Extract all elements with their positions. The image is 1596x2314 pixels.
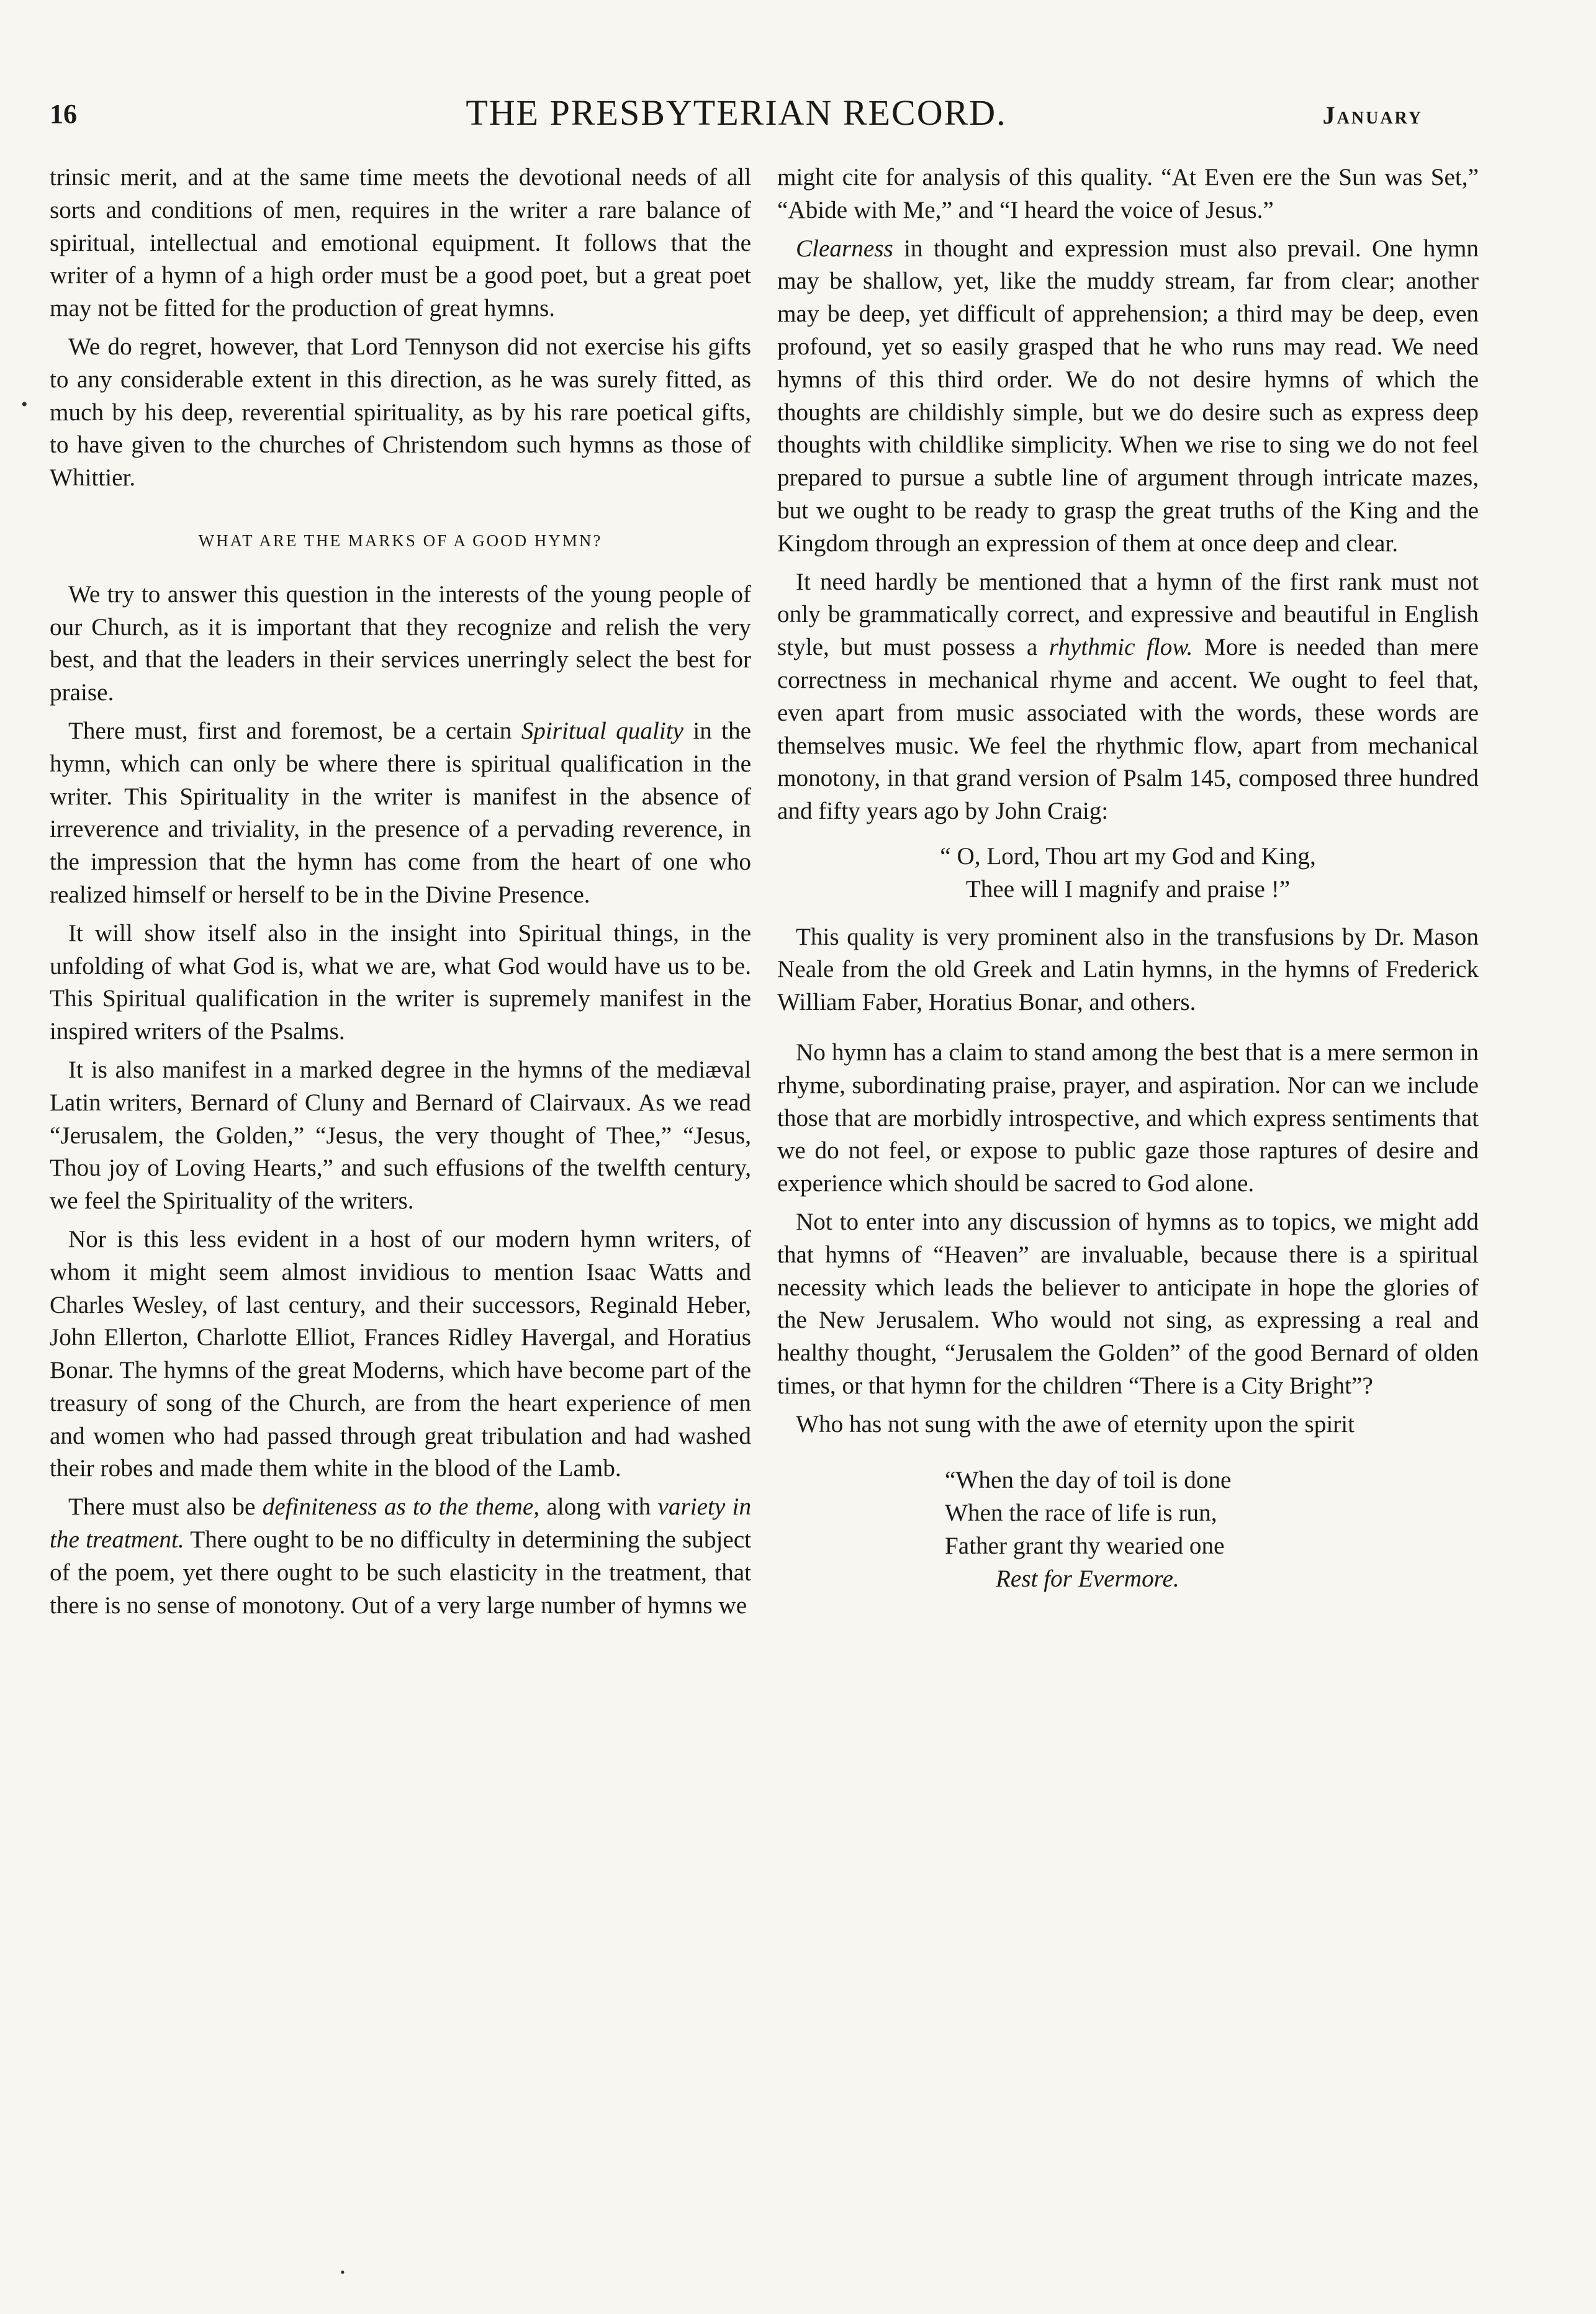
text-run: More is needed than mere correctness in mechanical rhyme and accent. We ought to feel that, even apart from music associated with the words, these words are themselves music. We feel the rhythmic flow, apart from mechanical monotony, in that grand version of Psalm 145, composed three hundred and fifty years ago by John Craig: bbox=[777, 634, 1479, 825]
page-number: 16 bbox=[50, 99, 77, 129]
paragraph bbox=[50, 715, 751, 912]
paragraph: Not to enter into any discussion of hymns as to topics, we might add that hymns of “Heaven” are invaluable, because there is a spiritual necessity which leads the believer to anticipate in hope the glories of the New Jerusalem. Who would not sing, as expressing a real and healthy thought, “Jerusalem the Golden” of the good Bernard of olden times, or that hymn for the children “There is a City Bright”? bbox=[777, 1208, 1479, 1399]
emphasis: definiteness as to the theme, bbox=[262, 1493, 540, 1521]
poem-line: Father grant thy wearied one bbox=[945, 1533, 1225, 1560]
paragraph bbox=[777, 233, 1479, 560]
issue-month: January bbox=[1322, 101, 1423, 129]
hymn-quote bbox=[945, 1464, 1479, 1595]
paragraph bbox=[777, 566, 1479, 828]
section-heading: WHAT ARE THE MARKS OF A GOOD HYMN? bbox=[198, 531, 603, 550]
text-run: It need hardly be mentioned that a hymn of the first rank must not only be grammatically correct, and expressive and beautiful in English style, but must possess a bbox=[777, 568, 1479, 661]
verse-line: “ O, Lord, Thou art my God and King, bbox=[940, 842, 1316, 870]
paragraph: Who has not sung with the awe of eternity upon the spirit bbox=[796, 1410, 1355, 1438]
verse-line: Thee will I magnify and praise !” bbox=[965, 875, 1291, 903]
text-run: along with bbox=[546, 1493, 651, 1521]
print-speck: • bbox=[340, 2264, 345, 2280]
paragraph: might cite for analysis of this quality. “At Even ere the Sun was Set,” “Abide with Me,” and “I heard the voice of Jesus.” bbox=[777, 164, 1479, 223]
paragraph bbox=[50, 1491, 751, 1622]
text-run: in thought and expression must also prevail. One hymn may be shallow, yet, like the muddy stream, far from clear; another may be deep, yet difficult of apprehension; a third may be deep, even profound, yet so easily grasped that he who runs may read. We need hymns of this third order. We do not desire hymns of which the thoughts are childishly simple, but we do desire such as express deep thoughts with childlike simplicity. When we rise to sing we do not feel prepared to pursue a subtle line of argument through intricate mazes, but we ought to be ready to grasp the great truths of the King and the Kingdom through an expression of them at once deep and clear. bbox=[777, 235, 1479, 557]
paragraph: We do regret, however, that Lord Tennyson did not exercise his gifts to any considerable extent in this direction, as he was surely fitted, as much by his deep, reverential spirituality, as by his rare poetical gifts, to have given to the churches of Christendom such hymns as those of Whittier. bbox=[50, 333, 751, 492]
paragraph: No hymn has a claim to stand among the best that is a mere sermon in rhyme, subordinating praise, prayer, and aspiration. Nor can we include those that are morbidly introspective, and which express sentiments that we do not feel, or expose to public gaze those raptures of desire and experience which should be sacred to God alone. bbox=[777, 1038, 1479, 1197]
text-run: There must also be bbox=[68, 1493, 256, 1521]
print-speck: • bbox=[21, 394, 28, 415]
paragraph: trinsic merit, and at the same time meets the devotional needs of all sorts and conditions of men, requires in the writer a rare balance of spiritual, intellectual and emotional equipment. It follows that the writer of a hymn of a high order must be a good poet, but a great poet may not be fitted for the production of great hymns. bbox=[50, 164, 751, 322]
text-run: There ought to be no difficulty in determining the subject of the poem, yet there ought to be such elasticity in the treatment, that there is no sense of monotony. Out of a very large number of hymns we bbox=[50, 1526, 752, 1619]
emphasis: rhythmic flow. bbox=[1048, 634, 1193, 661]
paragraph: It is also manifest in a marked degree in the hymns of the mediæval Latin writers, Bernard of Cluny and Bernard of Clairvaux. As we read “Jerusalem, the Golden,” “Jesus, the very thought of Thee,” “Jesus, Thou joy of Loving Hearts,” and such effusions of the twelfth century, we feel the Spirituality of the writers. bbox=[50, 1056, 751, 1215]
psalm-quote bbox=[777, 840, 1479, 906]
poem-line: When the race of life is run, bbox=[945, 1500, 1217, 1527]
paragraph: We try to answer this question in the interests of the young people of our Church, as it is important that they recognize and relish the very best, and that the leaders in their services unerringly select the best for praise. bbox=[50, 580, 751, 706]
page-header bbox=[50, 92, 1423, 142]
right-column bbox=[777, 161, 1479, 1596]
emphasis: Clearness bbox=[796, 235, 893, 262]
emphasis: variety in the treatment. bbox=[50, 1493, 752, 1554]
left-column bbox=[50, 161, 751, 1627]
publication-title: THE PRESBYTERIAN RECORD. bbox=[466, 92, 1007, 133]
text-run: There must, first and foremost, be a certain bbox=[68, 717, 512, 744]
paragraph: It will show itself also in the insight into Spiritual things, in the unfolding of what God is, what we are, what God would have us to be. This Spiritual qualification in the writer is supremely manifest in the inspired writers of the Psalms. bbox=[50, 919, 751, 1045]
emphasis: Spiritual quality bbox=[521, 717, 684, 744]
paragraph: Nor is this less evident in a host of our modern hymn writers, of whom it might seem almost invidious to mention Isaac Watts and Charles Wesley, of last century, and their successors, Reginald Heber, John Ellerton, Charlotte Elliot, Frances Ridley Havergal, and Horatius Bonar. The hymns of the great Moderns, which have become part of the treasury of song of the Church, are from the heart experience of men and women who had passed through great tribulation and had washed their robes and made them white in the blood of the Lamb. bbox=[50, 1225, 751, 1482]
poem-line: Rest for Evermore. bbox=[996, 1565, 1179, 1592]
paragraph: This quality is very prominent also in the transfusions by Dr. Mason Neale from the old Greek and Latin hymns, in the hymns of Frederick William Faber, Horatius Bonar, and others. bbox=[777, 923, 1479, 1016]
poem-line: “When the day of toil is done bbox=[945, 1467, 1232, 1494]
text-run: in the hymn, which can only be where there is spiritual qualification in the writer. This Spirituality in the writer is manifest in the absence of irreverence and triviality, in the presence of a pervading reverence, in the impression that the hymn has come from the heart of one who realized himself or herself to be in the Divine Presence. bbox=[50, 717, 752, 908]
